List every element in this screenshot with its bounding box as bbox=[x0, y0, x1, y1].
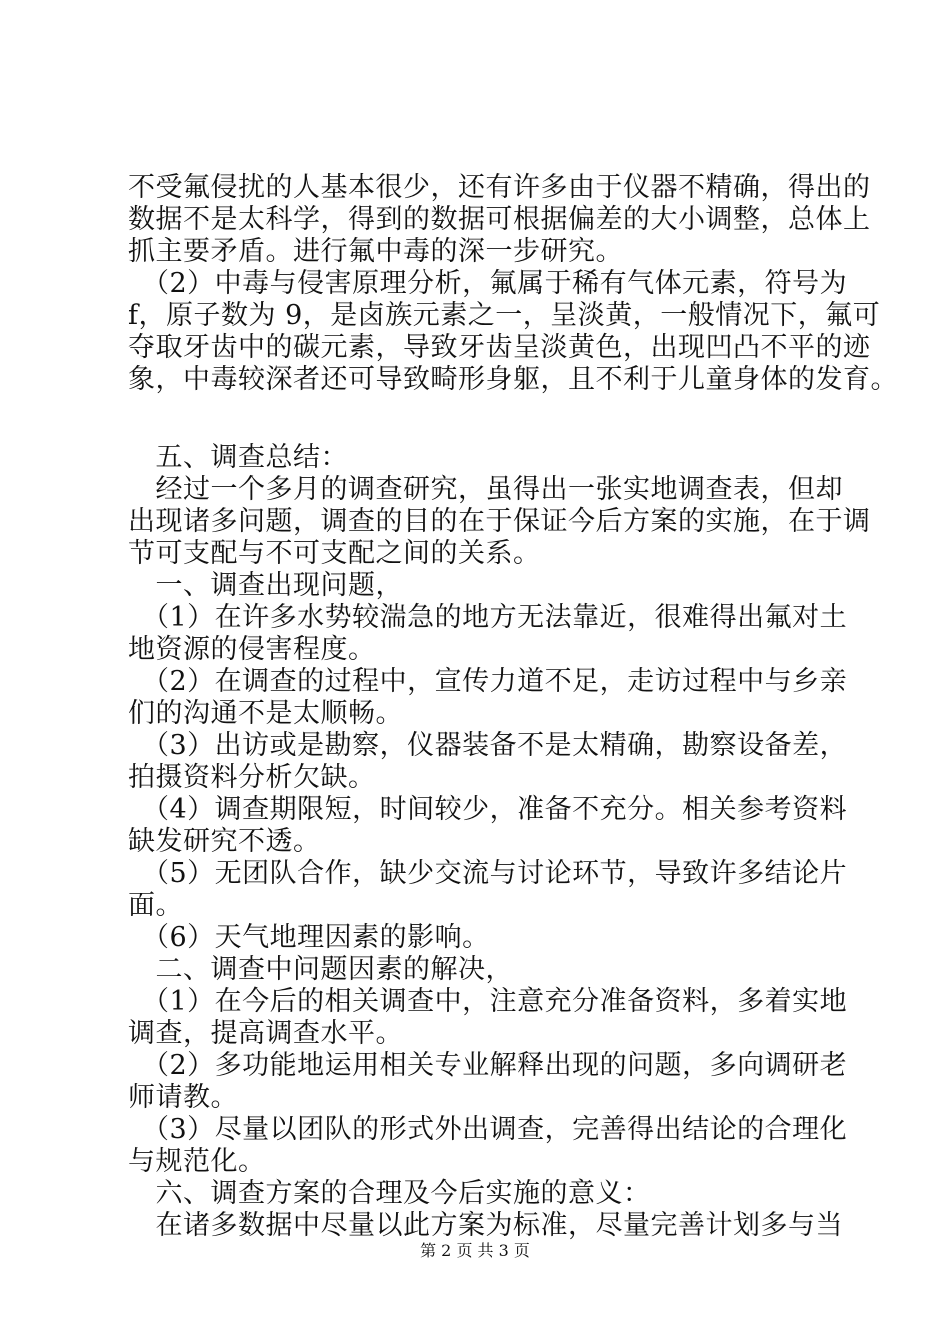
body-line: 象，中毒较深者还可导致畸形身躯，且不利于儿童身体的发育。 bbox=[128, 364, 898, 395]
page-number-footer: 第 2 页 共 3 页 bbox=[420, 1241, 530, 1260]
list-item: （3）尽量以团队的形式外出调查，完善得出结论的合理化 bbox=[128, 1114, 848, 1145]
list-item: （1）在今后的相关调查中，注意充分准备资料，多着实地 bbox=[128, 986, 848, 1017]
list-item: （2）在调查的过程中，宣传力道不足，走访过程中与乡亲 bbox=[128, 666, 848, 697]
body-line: 节可支配与不可支配之间的关系。 bbox=[128, 538, 541, 569]
body-line: f，原子数为 9，是卤族元素之一，呈淡黄，一般情况下，氟可 bbox=[128, 300, 881, 331]
body-line: 抓主要矛盾。进行氟中毒的深一步研究。 bbox=[128, 236, 623, 267]
list-item: 面。 bbox=[128, 890, 183, 921]
body-line: 经过一个多月的调查研究，虽得出一张实地调查表，但却 bbox=[128, 474, 843, 505]
document-body bbox=[128, 172, 898, 1242]
list-item: （3）出访或是勘察，仪器装备不是太精确，勘察设备差， bbox=[128, 730, 848, 761]
body-line: 在诸多数据中尽量以此方案为标准，尽量完善计划多与当 bbox=[128, 1210, 843, 1241]
list-item: 师请教。 bbox=[128, 1082, 238, 1113]
list-item: 地资源的侵害程度。 bbox=[128, 634, 376, 665]
body-line: （2）中毒与侵害原理分析，氟属于稀有气体元素，符号为 bbox=[128, 268, 848, 299]
body-line: 不受氟侵扰的人基本很少，还有许多由于仪器不精确，得出的 bbox=[128, 172, 871, 203]
body-line: 数据不是太科学，得到的数据可根据偏差的大小调整，总体上 bbox=[128, 204, 871, 235]
list-item: （2）多功能地运用相关专业解释出现的问题，多向调研老 bbox=[128, 1050, 848, 1081]
section-heading: 六、调查方案的合理及今后实施的意义： bbox=[128, 1178, 651, 1209]
list-item: （4）调查期限短，时间较少，准备不充分。相关参考资料 bbox=[128, 794, 848, 825]
list-item: （1）在许多水势较湍急的地方无法靠近，很难得出氟对土 bbox=[128, 602, 848, 633]
body-line: 出现诸多问题，调查的目的在于保证今后方案的实施，在于调 bbox=[128, 506, 871, 537]
paragraph-gap bbox=[128, 396, 848, 442]
body-line: 夺取牙齿中的碳元素，导致牙齿呈淡黄色，出现凹凸不平的迹 bbox=[128, 332, 871, 363]
subsection-heading: 一、调查出现问题， bbox=[128, 570, 403, 601]
list-item: 缺发研究不透。 bbox=[128, 826, 321, 857]
subsection-heading: 二、调查中问题因素的解决， bbox=[128, 954, 513, 985]
list-item: 调查，提高调查水平。 bbox=[128, 1018, 403, 1049]
list-item: 与规范化。 bbox=[128, 1146, 266, 1177]
list-item: （5）无团队合作，缺少交流与讨论环节，导致许多结论片 bbox=[128, 858, 848, 889]
section-heading: 五、调查总结： bbox=[128, 442, 348, 473]
list-item: 们的沟通不是太顺畅。 bbox=[128, 698, 403, 729]
list-item: （6）天气地理因素的影响。 bbox=[128, 922, 490, 953]
list-item: 拍摄资料分析欠缺。 bbox=[128, 762, 376, 793]
